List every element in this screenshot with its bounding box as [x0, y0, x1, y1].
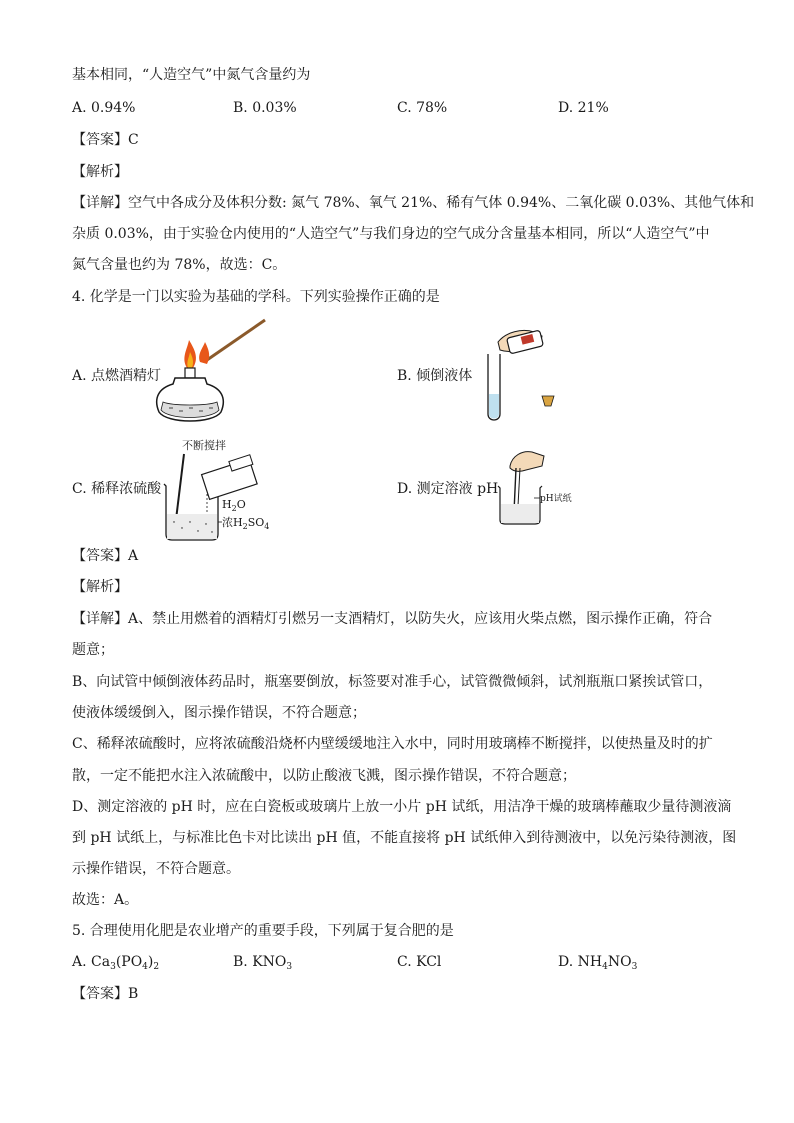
- fig-c-acid-sub2: 4: [264, 522, 270, 531]
- svg-text:浓H2SO4: [222, 515, 269, 531]
- q3-stem-tail: 基本相同，“人造空气”中氮气含量约为: [72, 67, 311, 83]
- q3-detail-line-1: 【详解】空气中各成分及体积分数: 氮气 78%、氧气 21%、稀有气体 0.94%、二氧化碳 0.03%、其他气体和: [72, 195, 755, 211]
- svg-text:H2O: [222, 498, 246, 513]
- q4-detail-line-1: 【详解】A、禁止用燃着的酒精灯引燃另一支酒精灯，以防失火，应该用火柴点燃，图示操作正确，符合: [72, 611, 713, 627]
- q4-answer: 【答案】A: [72, 548, 139, 564]
- q4-stem: 4. 化学是一门以实验为基础的学科。下列实验操作正确的是: [72, 289, 440, 305]
- fig-c-h2o-sub: 2: [231, 504, 237, 513]
- q3-option-d: D. 21%: [558, 100, 609, 116]
- q4-detail-line-10: 故选：A。: [72, 892, 139, 908]
- alcohol-lamp-icon: [155, 316, 275, 428]
- fig-c-h2o-h: H: [222, 498, 232, 511]
- q3-option-c: C. 78%: [397, 100, 448, 116]
- q4-detail-line-5: C、稀释浓硫酸时，应将浓硫酸沿烧杯内壁缓缓地注入水中，同时用玻璃棒不断搅拌，以使热量及时的扩: [72, 736, 713, 752]
- q5-answer: 【答案】B: [72, 986, 139, 1002]
- fig-c-stir-label: 不断搅拌: [182, 439, 226, 452]
- q4-detail-line-7: D、测定溶液的 pH 时，应在白瓷板或玻璃片上放一小片 pH 试纸，用洁净干燥的玻璃棒蘸取少量待测液滴: [72, 799, 732, 815]
- q3-analysis-label: 【解析】: [72, 164, 128, 180]
- q4-option-d: D. 测定溶液 pH: [397, 481, 499, 497]
- q3-option-b: B. 0.03%: [233, 100, 297, 116]
- fig-c-acid-pre: 浓H: [222, 516, 243, 529]
- q3-detail-line-2: 杂质 0.03%，由于实验仓内使用的“人造空气”与我们身边的空气成分含量基本相同，所以“人造空气”中: [72, 226, 710, 242]
- q4-detail-line-4: 使液体缓缓倒入，图示操作错误，不符合题意；: [72, 705, 366, 721]
- fig-c-h2o-o: O: [236, 498, 246, 511]
- q4-detail-line-8: 到 pH 试纸上，与标准比色卡对比读出 pH 值，不能直接将 pH 试纸伸入到待测液中，以免污染待测液，图: [72, 830, 737, 846]
- q3-answer: 【答案】C: [72, 132, 139, 148]
- test-tube-icon: [470, 322, 560, 428]
- q4-detail-line-9: 示操作错误，不符合题意。: [72, 861, 240, 877]
- q5-option-a: A. $Ca_3(PO_4)_2$: [72, 954, 160, 972]
- q5-option-b: B. $KNO_3$: [233, 954, 293, 972]
- q5-option-d: D. $NH_4NO_3$: [558, 954, 638, 972]
- fig-d-ph-paper-label: pH试纸: [540, 494, 572, 504]
- q4-detail-line-6: 散，一定不能把水注入浓硫酸中，以防止酸液飞溅，图示操作错误，不符合题意；: [72, 768, 576, 784]
- ph-paper-icon: [496, 446, 600, 526]
- q4-detail-line-3: B、向试管中倾倒液体药品时，瓶塞要倒放，标签要对准手心，试管微微倾斜，试剂瓶瓶口紧挨试管口，: [72, 674, 713, 690]
- fig-c-acid-sub1: 2: [242, 522, 248, 531]
- beaker-icon: [160, 436, 280, 542]
- match-icon: [207, 320, 265, 360]
- q4-detail-line-2: 题意；: [72, 642, 114, 658]
- q3-option-a: A. 0.94%: [72, 100, 136, 116]
- q4-option-b: B. 倾倒液体: [397, 368, 473, 384]
- q5-stem: 5. 合理使用化肥是农业增产的重要手段，下列属于复合肥的是: [72, 923, 454, 939]
- q3-detail-line-3: 氮气含量也约为 78%，故选：C。: [72, 257, 287, 273]
- q4-option-c: C. 稀释浓硫酸: [72, 481, 162, 497]
- fig-c-acid-mid: SO: [247, 516, 265, 529]
- q4-option-a: A. 点燃酒精灯: [72, 368, 162, 384]
- q4-analysis-label: 【解析】: [72, 579, 128, 595]
- q5-option-c: C. KCl: [397, 954, 442, 970]
